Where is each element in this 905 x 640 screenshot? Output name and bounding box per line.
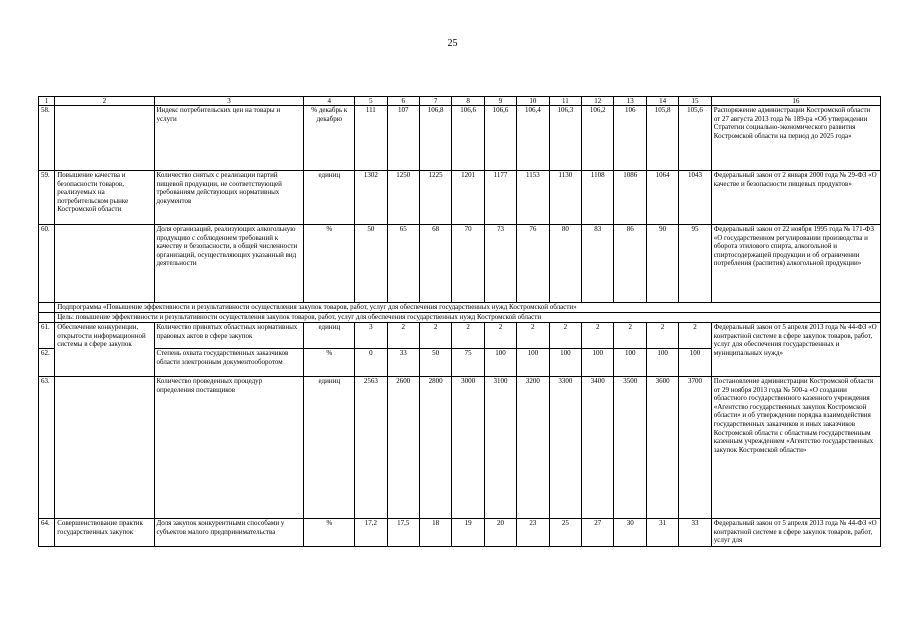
unit-cell: %: [304, 349, 355, 377]
value-cell: 106,3: [549, 106, 581, 171]
value-cell: 30: [614, 519, 646, 547]
indicator-cell: Количество снятых с реализации партий пищевой продукции, не соответствующей требованиям действующих нормативных документов: [154, 171, 304, 225]
indicator-cell: Индекс потребительских цен на товары и услуги: [154, 106, 304, 171]
value-cell: 95: [679, 225, 711, 303]
row-id: 61.: [39, 323, 55, 349]
col-header: 6: [387, 97, 419, 106]
col-header: 12: [582, 97, 614, 106]
source-cell: Постановление администрации Костромской области от 29 ноября 2013 года № 500-а «О создании областного государственного казенного учреждения «Агентство государственных закупок Костромской области» и об утверждении порядка взаимодействия государственных заказчиков и иных заказчиков Костромской области с областным государственным казенным учреждением «Агентство государственных закупок Костромской области»: [711, 377, 880, 519]
goal-cell: Обеспечение конкуренции, открытости информационной системы в сфере закупок: [55, 323, 154, 377]
indicator-cell: Доля организаций, реализующих алкогольную продукцию с соблюдением требований к качеству и безопасности, в общей численности организаций, осуществляющих указанный вид деятельности: [154, 225, 304, 303]
value-cell: 19: [452, 519, 484, 547]
col-header: 11: [549, 97, 581, 106]
value-cell: 1086: [614, 171, 646, 225]
value-cell: 65: [387, 225, 419, 303]
col-header: 5: [355, 97, 387, 106]
subprogram-row: [39, 303, 881, 313]
value-cell: 100: [614, 349, 646, 377]
goal-cell: [55, 106, 154, 171]
value-cell: 0: [355, 349, 387, 377]
value-cell: 1250: [387, 171, 419, 225]
value-cell: 106: [614, 106, 646, 171]
value-cell: 105,6: [679, 106, 711, 171]
value-cell: 2: [419, 323, 451, 349]
value-cell: 17,5: [387, 519, 419, 547]
source-cell: Распоряжение администрации Костромской области от 27 августа 2013 года № 189-ра «Об утверждении Стратегии социально-экономического развития Костромской области на период до 2025 года»: [711, 106, 880, 171]
value-cell: 33: [679, 519, 711, 547]
value-cell: 23: [517, 519, 549, 547]
indicators-table: [38, 96, 881, 547]
value-cell: 86: [614, 225, 646, 303]
source-cell: Федеральный закон от 5 апреля 2013 года № 44-ФЗ «О контрактной системе в сфере закупок товаров, работ, услуг для обеспечения государственных и муниципальных нужд»: [711, 323, 880, 377]
unit-cell: единиц: [304, 377, 355, 519]
value-cell: 1177: [484, 171, 516, 225]
table-row: [39, 519, 881, 547]
value-cell: 27: [582, 519, 614, 547]
value-cell: 3600: [646, 377, 678, 519]
page-number: 25: [447, 38, 458, 49]
value-cell: 17,2: [355, 519, 387, 547]
value-cell: 3200: [517, 377, 549, 519]
column-number-row: [39, 97, 881, 106]
table-row: [39, 106, 881, 171]
row-id: 62.: [39, 349, 55, 377]
value-cell: 100: [582, 349, 614, 377]
value-cell: 31: [646, 519, 678, 547]
value-cell: 100: [679, 349, 711, 377]
value-cell: 100: [549, 349, 581, 377]
value-cell: 106,6: [484, 106, 516, 171]
value-cell: 3500: [614, 377, 646, 519]
table-row: [39, 377, 881, 519]
value-cell: 106,8: [419, 106, 451, 171]
value-cell: 2800: [419, 377, 451, 519]
value-cell: 3300: [549, 377, 581, 519]
col-header: 16: [711, 97, 880, 106]
col-header: 7: [419, 97, 451, 106]
value-cell: 18: [419, 519, 451, 547]
value-cell: 2: [549, 323, 581, 349]
value-cell: 2: [582, 323, 614, 349]
value-cell: 50: [355, 225, 387, 303]
value-cell: 106,4: [517, 106, 549, 171]
value-cell: 1153: [517, 171, 549, 225]
subprogram-goal: Цель: повышение эффективности и результативности осуществления закупок товаров, работ, услуг для обеспечения государственных нужд Костромской области: [55, 313, 881, 323]
value-cell: 1201: [452, 171, 484, 225]
source-cell: Федеральный закон от 5 апреля 2013 года № 44-ФЗ «О контрактной системе в сфере закупок товаров, работ, услуг для: [711, 519, 880, 547]
indicator-cell: Количество принятых областных нормативных правовых актов в сфере закупок: [154, 323, 304, 349]
col-header: 9: [484, 97, 516, 106]
goal-row: [39, 313, 881, 323]
row-id: 59.: [39, 171, 55, 225]
source-cell: Федеральный закон от 2 января 2000 года № 29-ФЗ «О качестве и безопасности пищевых продуктов»: [711, 171, 880, 225]
value-cell: 20: [484, 519, 516, 547]
value-cell: 25: [549, 519, 581, 547]
value-cell: 1302: [355, 171, 387, 225]
col-header: 15: [679, 97, 711, 106]
value-cell: 3400: [582, 377, 614, 519]
value-cell: 83: [582, 225, 614, 303]
value-cell: 2: [679, 323, 711, 349]
goal-cell: [55, 225, 154, 303]
value-cell: 100: [517, 349, 549, 377]
unit-cell: % декабрь к декабрю: [304, 106, 355, 171]
value-cell: 105,8: [646, 106, 678, 171]
indicator-cell: Степень охвата государственных заказчиков области электронным документооборотом: [154, 349, 304, 377]
row-id: 63.: [39, 377, 55, 519]
value-cell: 70: [452, 225, 484, 303]
col-header: 4: [304, 97, 355, 106]
value-cell: 3700: [679, 377, 711, 519]
row-id: 64.: [39, 519, 55, 547]
col-header: 13: [614, 97, 646, 106]
value-cell: 1108: [582, 171, 614, 225]
value-cell: 2: [387, 323, 419, 349]
value-cell: 33: [387, 349, 419, 377]
value-cell: 68: [419, 225, 451, 303]
row-id: 60.: [39, 225, 55, 303]
unit-cell: единиц: [304, 171, 355, 225]
value-cell: 100: [484, 349, 516, 377]
value-cell: 107: [387, 106, 419, 171]
col-header: 14: [646, 97, 678, 106]
value-cell: 2: [614, 323, 646, 349]
value-cell: 2: [517, 323, 549, 349]
goal-cell: Повышение качества и безопасности товаров, реализуемых на потребительском рынке Костромской области: [55, 171, 154, 225]
table-row: [39, 171, 881, 225]
col-header: 10: [517, 97, 549, 106]
value-cell: 106,2: [582, 106, 614, 171]
value-cell: 90: [646, 225, 678, 303]
value-cell: 75: [452, 349, 484, 377]
row-id: 58.: [39, 106, 55, 171]
indicator-cell: Доля закупок конкурентными способами у субъектов малого предпринимательства: [154, 519, 304, 547]
indicator-cell: Количество проведенных процедур определения поставщиков: [154, 377, 304, 519]
col-header: 1: [39, 97, 55, 106]
value-cell: 76: [517, 225, 549, 303]
col-header: 2: [55, 97, 154, 106]
value-cell: 2563: [355, 377, 387, 519]
goal-cell: [55, 377, 154, 519]
value-cell: 106,6: [452, 106, 484, 171]
value-cell: 1043: [679, 171, 711, 225]
value-cell: 1064: [646, 171, 678, 225]
unit-cell: единиц: [304, 323, 355, 349]
value-cell: 2600: [387, 377, 419, 519]
source-cell: Федеральный закон от 22 ноября 1995 года № 171-ФЗ «О государственном регулировании производства и оборота этилового спирта, алкогольной и спиртосодержащей продукции и об ограничении потребления (распития) алкогольной продукции»: [711, 225, 880, 303]
value-cell: 2: [646, 323, 678, 349]
value-cell: 1130: [549, 171, 581, 225]
table-row: [39, 323, 881, 349]
value-cell: 3: [355, 323, 387, 349]
table-row: [39, 225, 881, 303]
unit-cell: %: [304, 225, 355, 303]
unit-cell: %: [304, 519, 355, 547]
value-cell: 3100: [484, 377, 516, 519]
value-cell: 80: [549, 225, 581, 303]
value-cell: 111: [355, 106, 387, 171]
value-cell: 2: [484, 323, 516, 349]
col-header: 8: [452, 97, 484, 106]
subprogram-title: Подпрограмма «Повышение эффективности и результативности осуществления закупок товаров, работ, услуг для обеспечения государственных нужд Костромской области»: [55, 303, 881, 313]
value-cell: 2: [452, 323, 484, 349]
goal-cell: Совершенствование практик государственных закупок: [55, 519, 154, 547]
value-cell: 3000: [452, 377, 484, 519]
col-header: 3: [154, 97, 304, 106]
value-cell: 100: [646, 349, 678, 377]
value-cell: 50: [419, 349, 451, 377]
value-cell: 73: [484, 225, 516, 303]
value-cell: 1225: [419, 171, 451, 225]
